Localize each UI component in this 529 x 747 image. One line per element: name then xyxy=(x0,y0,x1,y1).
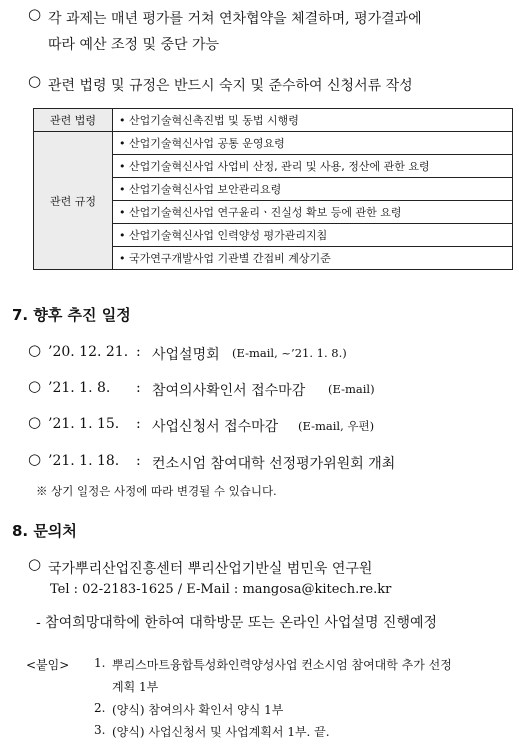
intro-text: 따라 예산 조정 및 중단 가능 xyxy=(48,37,220,53)
schedule-text: 컨소시엄 참여대학 선정평가위원회 개최 xyxy=(152,456,396,472)
schedule-note: (E-mail, ~’21. 1. 8.) xyxy=(232,346,347,360)
attachment-number: 3. xyxy=(94,723,106,737)
section-heading: 7. 향후 추진 일정 xyxy=(12,306,131,324)
bullet-circle: ○ xyxy=(28,5,42,23)
contact-note: - 참여희망대학에 한하여 대학방문 또는 온라인 사업설명 진행예정 xyxy=(36,615,438,631)
bullet-circle: ○ xyxy=(28,555,42,573)
law-cell: • 산업기술혁신촉진법 및 동법 시행령 xyxy=(113,109,513,132)
attachment-label: <붙임> xyxy=(26,658,70,672)
contact-tel-email: Tel : 02-2183-1625 / E-Mail : mangosa@kitech.re.kr xyxy=(50,582,392,597)
intro-text: 각 과제는 매년 평가를 거쳐 연차협약을 체결하며, 평가결과에 xyxy=(48,11,422,27)
schedule-date: ’21. 1. 18. xyxy=(48,453,120,469)
attachment-item: 계획 1부 xyxy=(112,680,159,694)
attachment-number: 2. xyxy=(94,701,106,715)
bullet-circle: ○ xyxy=(28,341,42,359)
regulation-cell: • 산업기술혁신사업 연구윤리ㆍ진실성 확보 등에 관한 요령 xyxy=(113,201,513,224)
schedule-note: (E-mail, 우편) xyxy=(298,419,375,433)
schedule-separator: : xyxy=(136,380,141,396)
schedule-separator: : xyxy=(136,344,141,360)
schedule-date: ’20. 12. 21. xyxy=(48,344,129,360)
attachment-item: (양식) 사업신청서 및 사업계획서 1부. 끝. xyxy=(112,725,330,739)
regulation-cell: • 산업기술혁신사업 보안관리요령 xyxy=(113,178,513,201)
attachment-item: (양식) 참여의사 확인서 양식 1부 xyxy=(112,703,284,717)
schedule-text: 사업설명회 xyxy=(152,347,220,363)
regulation-cell: • 국가연구개발사업 기관별 간접비 계상기준 xyxy=(113,247,513,270)
schedule-text: 참여의사확인서 접수마감 xyxy=(152,383,306,399)
table-row xyxy=(34,132,513,155)
schedule-text: 사업신청서 접수마감 xyxy=(152,419,279,435)
schedule-note: (E-mail) xyxy=(328,382,375,396)
schedule-date: ’21. 1. 15. xyxy=(48,416,120,432)
regulation-cell: • 산업기술혁신사업 인력양성 평가관리지침 xyxy=(113,224,513,247)
schedule-date: ’21. 1. 8. xyxy=(48,380,111,396)
bullet-circle: ○ xyxy=(28,72,42,90)
schedule-separator: : xyxy=(136,453,141,469)
schedule-separator: : xyxy=(136,416,141,432)
regulation-cell: • 산업기술혁신사업 공통 운영요령 xyxy=(113,132,513,155)
schedule-footnote: ※ 상기 일정은 사정에 따라 변경될 수 있습니다. xyxy=(36,484,277,498)
regulation-table xyxy=(33,108,513,270)
attachment-number: 1. xyxy=(94,656,106,670)
regulation-label: 관련 규정 xyxy=(34,132,113,270)
attachment-item: 뿌리스마트융합특성화인력양성사업 컨소시엄 참여대학 추가 선정 xyxy=(112,658,452,672)
regulation-cell: • 산업기술혁신사업 사업비 산정, 관리 및 사용, 정산에 관한 요령 xyxy=(113,155,513,178)
bullet-circle: ○ xyxy=(28,413,42,431)
contact-text: 국가뿌리산업진흥센터 뿌리산업기반실 범민욱 연구원 xyxy=(48,561,373,577)
table-row xyxy=(34,109,513,132)
bullet-circle: ○ xyxy=(28,450,42,468)
intro-text: 관련 법령 및 규정은 반드시 숙지 및 준수하여 신청서류 작성 xyxy=(48,78,413,94)
section-heading: 8. 문의처 xyxy=(12,522,77,540)
law-label: 관련 법령 xyxy=(34,109,113,132)
bullet-circle: ○ xyxy=(28,377,42,395)
